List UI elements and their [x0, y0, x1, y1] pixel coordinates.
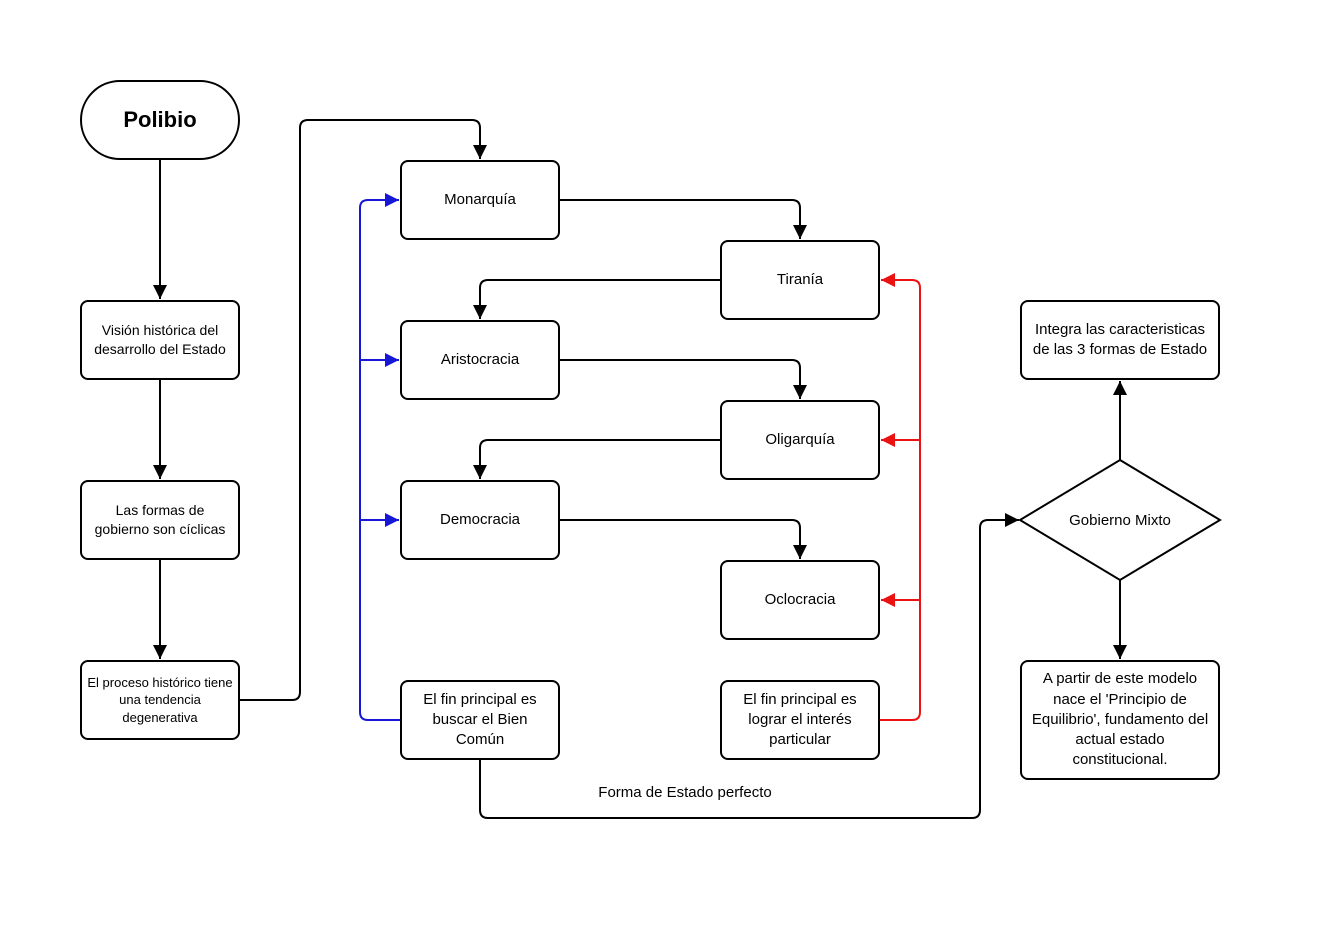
edge-tirania-aristocracia [480, 280, 720, 319]
node-democracia [400, 480, 560, 560]
node-oligarquia [720, 400, 880, 480]
node-vision-historica-label: Visión histórica del desarrollo del Estado [94, 322, 226, 357]
node-monarquia [400, 160, 560, 240]
node-bien-comun [400, 680, 560, 760]
edge-democracia-oclocracia [560, 520, 800, 559]
node-oclocracia-label: Oclocracia [764, 590, 836, 608]
edge-label-forma-perfecta: Forma de Estado perfecto [560, 784, 810, 801]
edge-biencomun-monarquia [360, 200, 400, 720]
edge-interes-tirania [880, 280, 920, 720]
node-aristocracia [400, 320, 560, 400]
node-formas-ciclicas [80, 480, 240, 560]
node-monarquia-label: Monarquía [444, 190, 516, 208]
edge-oligarquia-democracia [480, 440, 720, 479]
node-principio-equilibrio [1020, 660, 1220, 780]
node-gobierno-mixto [1030, 500, 1210, 540]
node-tirania [720, 240, 880, 320]
node-tirania-label: Tiranía [776, 270, 824, 288]
edge-aristocracia-oligarquia [560, 360, 800, 399]
node-oligarquia-label: Oligarquía [765, 430, 835, 448]
node-interes-particular-label: El fin principal es lograr el interés particular [743, 690, 857, 749]
node-interes-particular [720, 680, 880, 760]
node-principio-equilibrio-label: A partir de este modelo nace el 'Principio de Equilibrio', fundamento del actual estado constitucional. [1031, 670, 1209, 769]
node-polibio-label: Polibio [123, 107, 197, 133]
edge-monarquia-tirania [560, 200, 800, 239]
node-aristocracia-label: Aristocracia [440, 350, 520, 368]
node-gobierno-mixto-label: Gobierno Mixto [1069, 511, 1171, 529]
node-integra-caracteristicas-label: Integra las caracteristicas de las 3 formas de Estado [1032, 320, 1208, 358]
node-proceso-historico [80, 660, 240, 740]
node-integra-caracteristicas [1020, 300, 1220, 380]
node-polibio [80, 80, 240, 160]
node-bien-comun-label: El fin principal es buscar el Bien Común [423, 690, 537, 749]
node-oclocracia [720, 560, 880, 640]
node-proceso-historico-label: El proceso histórico tiene una tendencia degenerativa [87, 674, 233, 725]
node-formas-ciclicas-label: Las formas de gobierno son cíclicas [94, 502, 226, 537]
node-democracia-label: Democracia [439, 510, 521, 528]
node-vision-historica [80, 300, 240, 380]
